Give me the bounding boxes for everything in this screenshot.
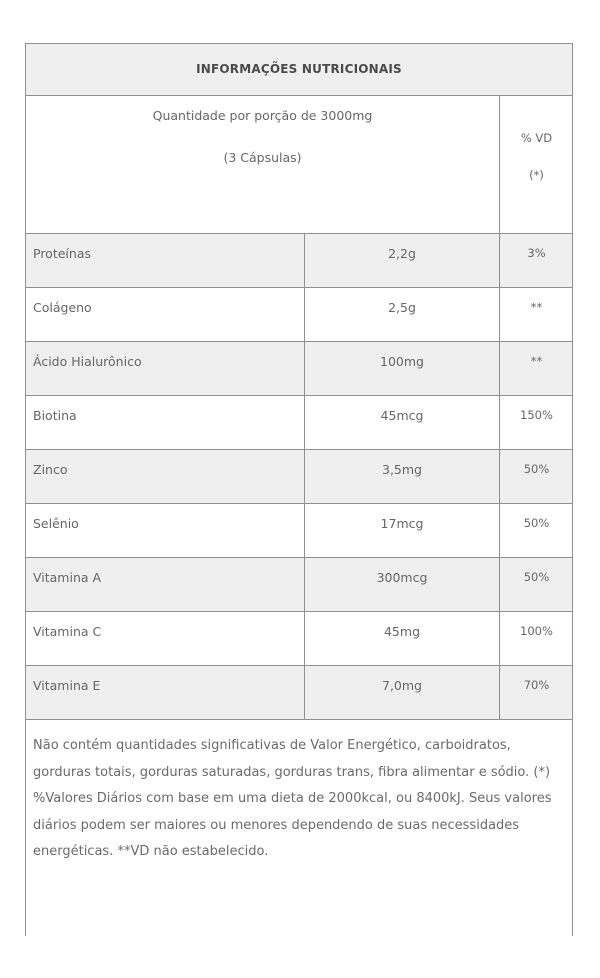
nutrient-amount: 7,0mg: [382, 677, 422, 693]
nutrient-name: Proteínas: [33, 245, 91, 261]
nutrition-table: [25, 43, 573, 936]
table-title: INFORMAÇÕES NUTRICIONAIS: [196, 62, 402, 76]
row-divider: [25, 449, 573, 450]
row-divider: [25, 719, 573, 720]
nutrient-vd: **: [530, 354, 543, 368]
nutrient-vd: 70%: [523, 678, 550, 692]
row-divider: [25, 665, 573, 666]
vd-header-label: % VD: [520, 131, 553, 145]
row-divider: [25, 611, 573, 612]
nutrient-amount: 3,5mg: [382, 461, 422, 477]
divider-vd-column: [499, 95, 500, 720]
nutrient-vd: **: [530, 300, 543, 314]
serving-capsules-line: (3 Cápsulas): [223, 149, 302, 165]
nutrient-vd: 3%: [527, 246, 546, 260]
nutrient-vd: 150%: [520, 408, 553, 422]
nutrient-amount: 2,2g: [388, 245, 416, 261]
nutrient-amount: 100mg: [380, 353, 424, 369]
border-right: [572, 43, 573, 936]
border-top: [25, 43, 573, 44]
serving-size-line: Quantidade por porção de 3000mg: [152, 107, 373, 123]
divider-title: [25, 95, 573, 96]
vd-header-note: (*): [529, 168, 544, 182]
row-divider: [25, 503, 573, 504]
nutrient-name: Biotina: [33, 407, 77, 423]
nutrient-name: Colágeno: [33, 299, 92, 315]
row-divider: [25, 233, 573, 234]
nutrient-name: Selênio: [33, 515, 79, 531]
nutrient-amount: 45mcg: [380, 407, 424, 423]
row-divider: [25, 557, 573, 558]
divider-amount-column: [304, 233, 305, 720]
nutrient-amount: 300mcg: [376, 569, 428, 585]
nutrient-vd: 100%: [520, 624, 553, 638]
nutrient-name: Vitamina E: [33, 677, 101, 693]
footnote: Não contém quantidades significativas de Valor Energético, carboidratos, gorduras totais, gorduras saturadas, gorduras trans, fibra alimentar e sódio. (*) %Valores Diários com base em uma dieta de 2000kcal, ou 8400kJ. Seus valores diários podem ser maiores ou menores dependendo de suas necessidades energéticas. **VD não estabelecido.: [33, 738, 552, 859]
nutrient-vd: 50%: [523, 516, 550, 530]
border-left: [25, 43, 26, 936]
nutrient-name: Ácido Hialurônico: [33, 353, 142, 369]
nutrient-amount: 17mcg: [380, 515, 424, 531]
row-divider: [25, 341, 573, 342]
nutrient-amount: 45mg: [383, 623, 421, 639]
nutrient-name: Vitamina C: [33, 623, 102, 639]
row-divider: [25, 287, 573, 288]
nutrient-amount: 2,5g: [388, 299, 416, 315]
nutrient-name: Zinco: [33, 461, 68, 477]
nutrient-vd: 50%: [523, 462, 550, 476]
nutrient-name: Vitamina A: [33, 569, 102, 585]
nutrient-vd: 50%: [523, 570, 550, 584]
row-divider: [25, 395, 573, 396]
